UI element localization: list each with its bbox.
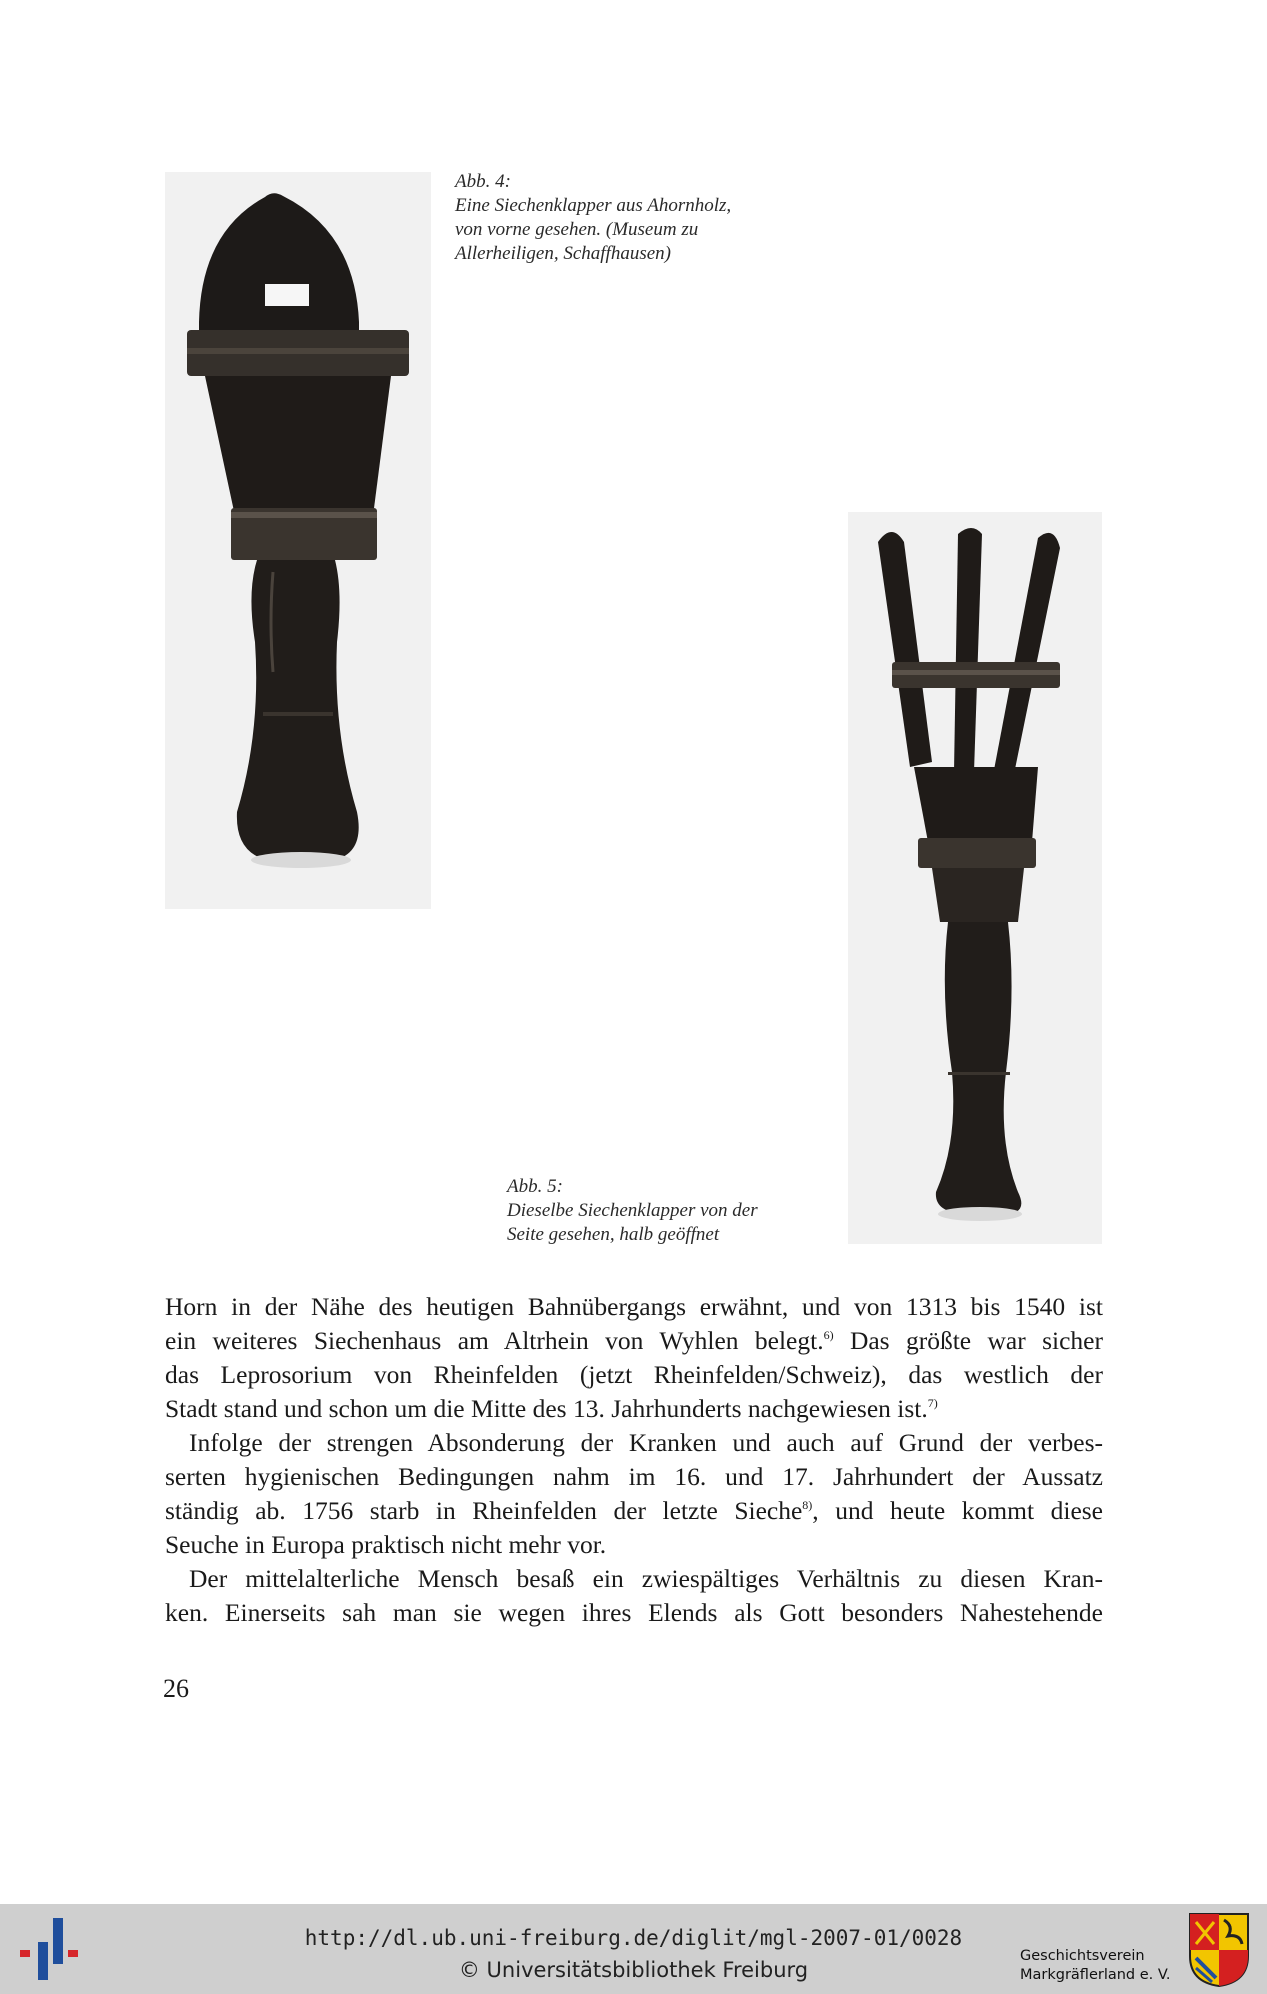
caption-line: Eine Siechenklapper aus Ahornholz,: [455, 195, 732, 216]
footer-bar: [0, 1904, 1267, 1994]
text-segment: ein weiteres Siechenhaus am Altrhein von Wyhlen belegt.: [165, 1326, 824, 1355]
caption-line: Abb. 4:: [455, 171, 511, 192]
figure-4-caption: [455, 170, 795, 266]
text-line: [165, 1392, 1103, 1426]
clapper-front-image: [165, 172, 431, 909]
text-line: das Leprosorium von Rheinfelden (jetzt Rheinfelden/Schweiz), das westlich der: [165, 1360, 1103, 1389]
text-line: Der mittelalterliche Mensch besaß ein zwiespältiges Verhältnis zu diesen Kran-: [189, 1564, 1103, 1593]
text-line: serten hygienischen Bedingungen nahm im 16. und 17. Jahrhundert der Aussatz: [165, 1462, 1103, 1491]
page-number: 26: [163, 1674, 189, 1703]
text-line: Horn in der Nähe des heutigen Bahnübergangs erwähnt, und von 1313 bis 1540 ist: [165, 1292, 1103, 1321]
text-line: [165, 1494, 1103, 1528]
society-name-line-2: Markgräflerland e. V.: [1020, 1967, 1171, 1983]
figure-5-photo: [848, 512, 1102, 1244]
text-line: Infolge der strengen Absonderung der Kranken und auch auf Grund der verbes-: [189, 1428, 1103, 1457]
paragraph-1: [165, 1290, 1103, 1426]
source-url-link[interactable]: http://dl.ub.uni-freiburg.de/diglit/mgl-2007-01/0028: [304, 1926, 963, 1950]
caption-line: Seite gesehen, halb geöffnet: [507, 1224, 720, 1245]
caption-line: Dieselbe Siechenklapper von der: [507, 1200, 758, 1221]
paragraph-2: [165, 1426, 1103, 1562]
caption-line: von vorne gesehen. (Museum zu: [455, 219, 699, 240]
figure-4-photo: [165, 172, 431, 909]
society-name-line-1: Geschichtsverein: [1020, 1948, 1145, 1964]
text-line: Seuche in Europa praktisch nicht mehr vor.: [165, 1530, 607, 1559]
footnote-ref-8[interactable]: 8): [802, 1498, 813, 1512]
caption-line: Allerheiligen, Schaffhausen): [455, 243, 671, 264]
text-line: [165, 1324, 1103, 1358]
clapper-side-image: [848, 512, 1102, 1244]
text-segment: ständig ab. 1756 starb in Rheinfelden der letzte Sieche: [165, 1496, 803, 1525]
footnote-ref-7[interactable]: 7): [927, 1396, 938, 1410]
copyright-notice: © Universitätsbibliothek Freiburg: [458, 1958, 809, 1982]
figure-5-caption: [507, 1175, 837, 1247]
footnote-ref-6[interactable]: 6): [823, 1328, 834, 1342]
text-segment: , und heute kommt diese: [812, 1496, 1103, 1525]
caption-line: Abb. 5:: [507, 1176, 563, 1197]
society-name: [1020, 1947, 1171, 1985]
text-segment: Das größte war sicher: [833, 1326, 1103, 1355]
coat-of-arms-icon: [1188, 1912, 1250, 1988]
paragraph-3: [165, 1562, 1103, 1630]
text-segment: Stadt stand und schon um die Mitte des 13. Jahrhunderts nachgewiesen ist.: [165, 1394, 928, 1423]
text-line: ken. Einerseits sah man sie wegen ihres Elends als Gott besonders Nahestehende: [165, 1598, 1103, 1627]
